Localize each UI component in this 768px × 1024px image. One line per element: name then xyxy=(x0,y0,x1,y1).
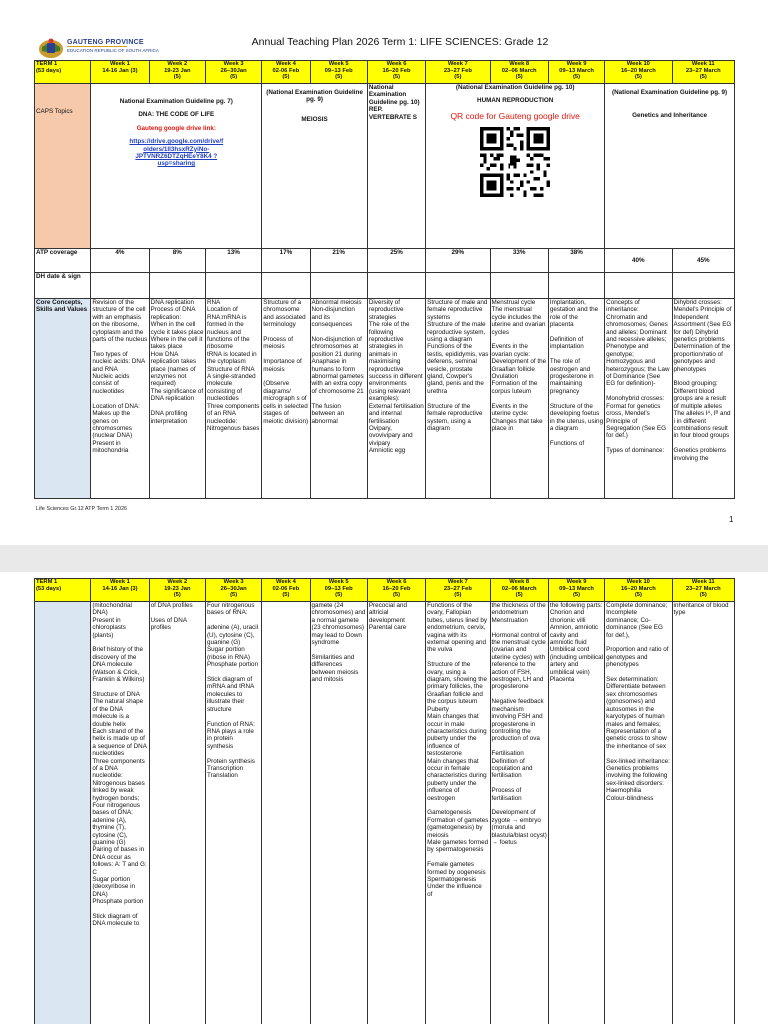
core-cell: Complete dominance; Incomplete dominance; Co-dominance (See EG for def.), Proportion and ratio of genotypes and phenotypes Sex determination: Differentiate between sex chromosomes (gonosomes) and autosomes in the karyotypes of human males and females; Representation of a genetic cross to show the inheritance of sex Sex-linked inheritance: Genetics problems involving the following sex-linked disorders: Haemophilia Colour-blindness xyxy=(605,602,672,1024)
atp-value: 40% xyxy=(605,249,672,273)
dh-cell[interactable] xyxy=(426,273,490,299)
topic-name: REP. VERTEBRATE S xyxy=(368,106,418,121)
atp-value: 25% xyxy=(367,249,425,273)
term-header: TERM 1 (53 days) xyxy=(35,579,91,602)
logo-text: GAUTENG PROVINCE xyxy=(67,39,144,46)
caps-label xyxy=(35,84,91,249)
week-header: Week 8 02–06 March (5) xyxy=(490,61,548,84)
week-header: Week 11 23–27 March (5) xyxy=(672,579,734,602)
coat-of-arms-icon xyxy=(38,37,64,59)
dh-cell[interactable] xyxy=(367,273,425,299)
topic-name: MEIOSIS xyxy=(301,115,328,123)
guideline-ref: National Examination Guideline pg. 10) xyxy=(368,84,420,106)
week-header: Week 8 02–06 March (5) xyxy=(490,579,548,602)
atp-value: 13% xyxy=(205,249,261,273)
atp-label: ATP coverage xyxy=(35,249,91,273)
core-cell: RNA Location of RNA:mRNA is formed in the nucleus and functions of the ribosome tRNA is located in the cytoplasm Structure of RNA A single-stranded molecule consisting of nucleotides Three components of an RNA nucleotide: Nitrogenous bases xyxy=(205,299,261,499)
document-title: Annual Teaching Plan 2026 Term 1: LIFE SCIENCES: Grade 12 xyxy=(251,36,549,48)
week-header: Week 2 19-23 Jan (5) xyxy=(149,579,205,602)
logo-divider xyxy=(67,46,127,47)
dh-cell[interactable] xyxy=(672,273,734,299)
week-header: Week 9 09–13 March (5) xyxy=(548,61,604,84)
week-header: Week 7 23–27 Feb (5) xyxy=(426,579,490,602)
core-row-continued xyxy=(35,602,735,1024)
core-cell: the thickness of the endometrium Menstruation Hormonal control of the menstrual cycle (ovarian and uterine cycles) with reference to the action of FSH, oestrogen, LH and progesterone Negative feedback mechanism involving FSH and progesterone in controlling the production of ova Fertilisation Definition of copulation and fertilisation Process of fertilisation Development of zygote → embryo (morula and blastula/blast ocyst) → foetus xyxy=(490,602,548,1024)
core-cell: Concepts of inheritance: Chromatin and chromosomes; Genes and alleles; Dominant and recessive alleles; Phenotype and genotype; Homozygous and heterozygous; the Law of Dominance (See EG for definition)- Monohybrid crosses: Format for genetics cross, Mendel's Principle of Segregation (See EG for def.) Types of dominance: xyxy=(605,299,672,499)
atp-value: 4% xyxy=(91,249,149,273)
core-cell: Precocial and altricial development Parental care xyxy=(367,602,425,1024)
core-row xyxy=(35,299,735,499)
core-cell xyxy=(262,602,310,1024)
guideline-ref: National Examination Guideline pg. 7) xyxy=(119,98,233,105)
dh-cell[interactable] xyxy=(490,273,548,299)
week-header: Week 6 16–20 Feb (5) xyxy=(367,61,425,84)
week-header: Week 6 16–20 Feb (5) xyxy=(367,579,425,602)
dh-cell[interactable] xyxy=(605,273,672,299)
week-header: Week 2 19-23 Jan (5) xyxy=(149,61,205,84)
header-row xyxy=(35,61,735,84)
atp-value: 21% xyxy=(310,249,367,273)
caps-topic-reproduction xyxy=(426,84,605,249)
week-header: Week 1 14-16 Jan (3) xyxy=(91,61,149,84)
qr-code-icon[interactable] xyxy=(480,127,550,197)
core-cell: Menstrual cycle The menstrual cycle includes the uterine and ovarian cycles Events in the ovarian cycle: Development of the Graafian follicle Ovulation Formation of the corpus luteum Events in the uterine cycle: Changes that take place in xyxy=(490,299,548,499)
atp-value: 8% xyxy=(149,249,205,273)
caps-topic-meiosis xyxy=(262,84,368,249)
week-header: Week 3 26–30Jan (5) xyxy=(205,61,261,84)
term-header: TERM 1 (53 days) xyxy=(35,61,91,84)
atp-value: 33% xyxy=(490,249,548,273)
dh-cell[interactable] xyxy=(205,273,261,299)
topic-name: HUMAN REPRODUCTION xyxy=(477,97,554,105)
logo-subtext: EDUCATION REPUBLIC OF SOUTH AFRICA xyxy=(67,48,159,53)
core-cell: Functions of the ovary, Fallopian tubes, uterus lined by endometrium, cervix, vagina with its external opening and the vulva Structure of the ovary, using a diagram, showing the primary follicles, the Graafian follicle and the corpus luteum Puberty Main changes that occur in male characteristics during puberty under the influence of testosterone Main changes that occur in female characteristics during puberty under the influence of oestrogen Gametogenesis Formation of gametes (gametogenesis) by meiosis Male gametes formed by spermatogenesis Female gametes formed by oogenesis Spermatogenesis Under the influence of xyxy=(426,602,490,1024)
guideline-ref: (National Examination Guideline pg. 10) xyxy=(455,84,575,91)
dh-row xyxy=(35,273,735,299)
week-header: Week 4 02-06 Feb (5) xyxy=(262,61,310,84)
week-header: Week 7 23–27 Feb (5) xyxy=(426,61,490,84)
core-cell: Revision of the structure of the cell with an emphasis on the ribosome, cytoplasm and the parts of the nucleus Two types of nucleic acids: DNA and RNA Nucleic acids consist of nucleotides Location of DNA: Makes up the genes on chromosomes (nuclear DNA) Present in mitochondria xyxy=(91,299,149,499)
caps-label-text: CAPS Topics xyxy=(36,108,73,115)
core-cell: of DNA profiles Uses of DNA profiles xyxy=(149,602,205,1024)
week-header: Week 10 16–20 March (5) xyxy=(605,61,672,84)
week-header: Week 3 26–30Jan (5) xyxy=(205,579,261,602)
caps-topic-dna xyxy=(91,84,262,249)
core-cell: Structure of a chromosome and associated terminology Process of meiosis Importance of meiosis (Observe diagrams/ micrograph s of cells in selected stages of meiotic division) xyxy=(262,299,310,499)
core-cell: (mitochondrial DNA) Present in chloroplasts (plants) Brief history of the discovery of the DNA molecule (Watson & Crick, Franklin & Wilkins) Structure of DNA The natural shape of the DNA molecule is a double helix Each strand of the helix is made up of a sequence of DNA nucleotides Three components of a DNA nucleotide: Nitrogenous bases linked by weak hydrogen bonds; Four nitrogenous bases of DNA: adenine (A), thymine (T), cytosine (C), guanine (G) Pairing of bases in DNA occur as follows: A: T and G: C Sugar portion (deoxyribose in DNA) Phosphate portion Stick diagram of DNA molecule to xyxy=(91,602,149,1024)
header-row xyxy=(35,579,735,602)
dh-label: DH date & sign xyxy=(35,273,91,299)
dh-cell[interactable] xyxy=(262,273,310,299)
guideline-ref: (National Examination Guideline pg. 9) xyxy=(266,89,363,104)
teaching-plan-table-continued xyxy=(34,578,735,1024)
atp-value: 17% xyxy=(262,249,310,273)
caps-row xyxy=(35,84,735,249)
atp-value: 38% xyxy=(548,249,604,273)
dh-cell[interactable] xyxy=(310,273,367,299)
core-label: Core Concepts, Skills and Values xyxy=(35,299,91,499)
week-header: Week 5 09–13 Feb (5) xyxy=(310,61,367,84)
core-cell: the following parts: Chorion and chorionic villi Amnion, amniotic cavity and amniotic fluid Umbilical cord (including umbilical artery and umbilical vein) Placenta xyxy=(548,602,604,1024)
week-header: Week 10 16–20 March (5) xyxy=(605,579,672,602)
core-cell: Structure of male and female reproductive systems Structure of the male reproductive system, using a diagram Functions of the testis, epididymis, vas deferens, seminal vesicle, prostate gland, Cowper's gland, penis and the urethra Structure of the female reproductive system, using a diagram xyxy=(426,299,490,499)
page-2 xyxy=(0,572,768,1024)
week-header: Week 1 14-16 Jan (3) xyxy=(91,579,149,602)
caps-topic-genetics xyxy=(605,84,735,249)
core-cell: DNA replication Process of DNA replication: When in the cell cycle it takes place Where in the cell it takes place How DNA replication takes place (names of enzymes not required) The significance of DNA replication DNA profiling interpretation xyxy=(149,299,205,499)
week-header: Week 4 02-06 Feb (5) xyxy=(262,579,310,602)
atp-value: 45% xyxy=(672,249,734,273)
week-header: Week 5 09–13 Feb (5) xyxy=(310,579,367,602)
dh-cell[interactable] xyxy=(149,273,205,299)
core-cell: Dihybrid crosses: Mendel's Principle of Independent Assortment (See EG for def) Dihybrid genetics problems Determination of the proportion/ratio of genotypes and phenotypes Blood grouping: Different blood groups are a result of multiple alleles The alleles Iᴬ, Iᴮ and i in different combinations result in four blood groups Genetics problems involving the xyxy=(672,299,734,499)
core-label-continued xyxy=(35,602,91,1024)
core-cell: gamete (24 chromosomes) and a normal gamete (23 chromosomes) may lead to Down syndrome Similarities and differences between meiosis and mitosis xyxy=(310,602,367,1024)
core-cell: Four nitrogenous bases of RNA: adenine (A), uracil (U), cytosine (C), guanine (G) Sugar portion (ribose in RNA) Phosphate portion Stick diagram of mRNA and tRNA molecules to illustrate their structure Function of RNA: RNA plays a role in protein synthesis Protein synthesis Transcription Translation xyxy=(205,602,261,1024)
guideline-ref: (National Examination Guideline pg. 9) xyxy=(612,89,728,96)
core-cell: Implantation, gestation and the role of the placenta Definition of implantation The role of oestrogen and progesterone in maintaining pregnancy Structure of the developing foetus in the uterus, using a diagram Functions of xyxy=(548,299,604,499)
drive-link[interactable]: https://drive.google.com/drive/f olders/1II3hsxRZyiNo-JPTVNRZ6DTZqHEeY8K4 ?usp=sharing xyxy=(129,138,224,168)
week-header: Week 11 23–27 March (5) xyxy=(672,61,734,84)
core-cell: Diversity of reproductive strategies The role of the following reproductive strategies in animals in maximising reproductive success in different environments (using relevant examples): External fertilisation and internal fertilisation Ovipary, ovovivipary and vivipary Amniotic egg xyxy=(367,299,425,499)
topic-name: DNA: THE CODE OF LIFE xyxy=(138,111,215,119)
qr-caption: QR code for Gauteng google drive xyxy=(450,110,580,121)
week-header: Week 9 09–13 March (5) xyxy=(548,579,604,602)
dh-cell[interactable] xyxy=(548,273,604,299)
atp-row xyxy=(35,249,735,273)
page-footer: Life Sciences Gr.12 ATP Term 1 2026 xyxy=(36,506,128,512)
core-cell: inheritance of blood type xyxy=(672,602,734,1024)
core-cell: Abnormal meiosis Non-disjunction and its consequences Non-disjunction of chromosomes at position 21 during Anaphase in humans to form abnormal gametes with an extra copy of chromosome 21 The fusion between an abnormal xyxy=(310,299,367,499)
gauteng-logo xyxy=(38,37,159,59)
drive-link-label: Gauteng google drive link: xyxy=(136,124,216,132)
dh-cell[interactable] xyxy=(91,273,149,299)
teaching-plan-table xyxy=(34,60,735,499)
topic-name: Genetics and Inheritance xyxy=(632,112,708,120)
caps-topic-vertebrates xyxy=(367,84,425,249)
atp-value: 29% xyxy=(426,249,490,273)
page-number: 1 xyxy=(729,515,734,524)
